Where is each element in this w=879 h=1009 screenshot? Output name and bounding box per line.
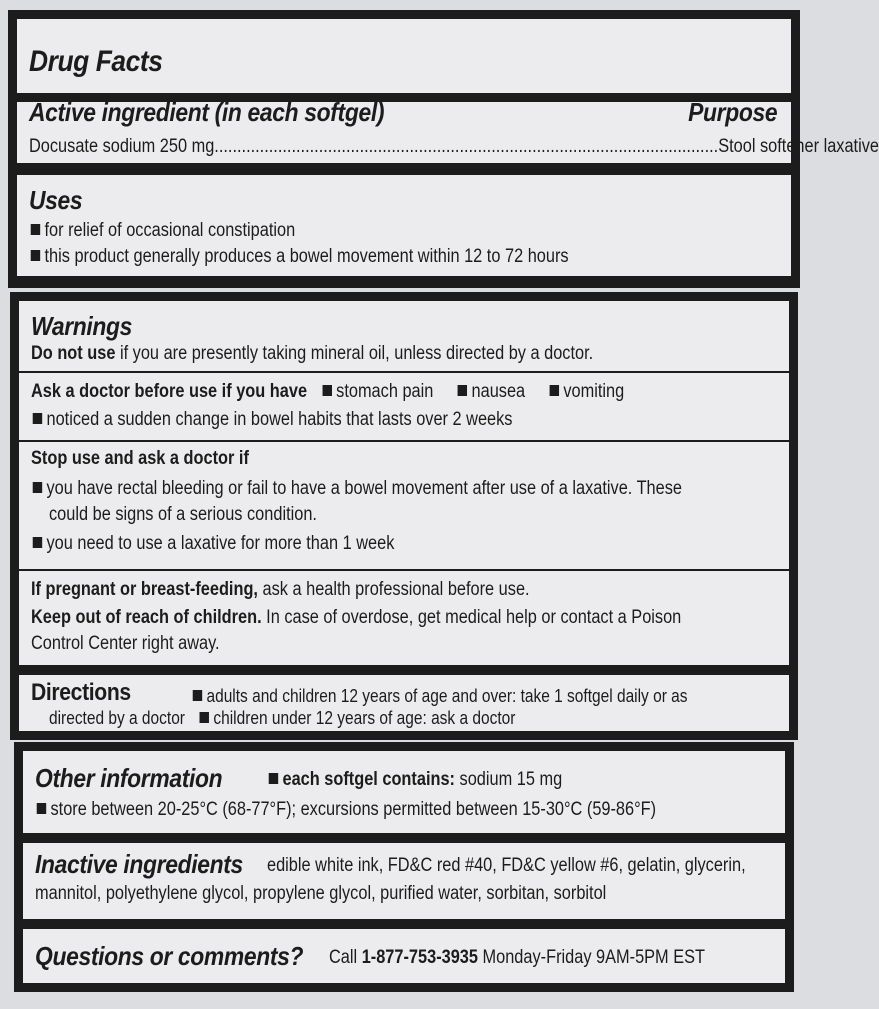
other-info-heading: Other information: [35, 763, 223, 793]
purpose-heading: Purpose: [687, 97, 777, 127]
purpose-header: [676, 99, 777, 126]
other-info-row: [35, 765, 248, 792]
divider: [19, 371, 789, 373]
inactive-heading: Inactive ingredients: [35, 849, 243, 879]
other-info-item: [267, 767, 562, 793]
keep-out-row: [31, 605, 681, 631]
ask-item: nausea: [471, 381, 526, 402]
divider: [23, 833, 785, 843]
drug-facts-panel-top: [8, 10, 879, 288]
bullet-icon: [200, 712, 209, 723]
uses-item-text: this product generally produces a bowel movement within 12 to 72 hours: [44, 246, 569, 267]
stop-use-item-cont: [49, 502, 317, 528]
keep-out-text: Control Center right away.: [31, 633, 220, 654]
bullet-icon: [193, 690, 202, 701]
bullet-icon: [269, 773, 278, 784]
directions-item-text: adults and children 12 years of age and over: take 1 softgel daily or as: [206, 686, 688, 706]
ask-doctor-label: Ask a doctor before use if you have: [31, 381, 308, 402]
questions-row: [35, 943, 340, 970]
ask-item: stomach pain: [336, 381, 434, 402]
active-ingredient-header: [29, 99, 779, 126]
warnings-heading-row: [31, 313, 146, 340]
directions-item-2: [49, 705, 515, 731]
stop-item-text: you have rectal bleeding or fail to have a bowel movement after use of a laxative. These: [46, 478, 682, 499]
stop-item-text: you need to use a laxative for more than 1 week: [46, 533, 395, 554]
ingredient-name: Docusate sodium 250 mg: [29, 136, 215, 157]
directions-heading: Directions: [31, 679, 131, 706]
inactive-row: [35, 851, 271, 878]
divider: [23, 919, 785, 929]
divider: [19, 440, 789, 442]
questions-heading: Questions or comments?: [35, 941, 304, 971]
uses-heading-row: [29, 187, 90, 214]
uses-item: [29, 218, 295, 244]
pregnant-label: If pregnant or breast-feeding,: [31, 579, 258, 600]
divider: [17, 163, 791, 175]
inactive-text: edible white ink, FD&C red #40, FD&C yellow #6, gelatin, glycerin,: [267, 855, 746, 876]
inactive-text: mannitol, polyethylene glycol, propylene glycol, purified water, sorbitan, sorbitol: [35, 883, 607, 904]
call-label: Call: [329, 947, 358, 968]
pregnant-text: ask a health professional before use.: [262, 579, 530, 600]
inactive-line-2: [35, 881, 606, 907]
leader-dots: ...............................................................................................................: [214, 136, 719, 157]
active-ingredient-heading: Active ingredient (in each softgel): [29, 97, 385, 127]
stop-use-label: Stop use and ask a doctor if: [31, 448, 249, 469]
ask-item: noticed a sudden change in bowel habits that lasts over 2 weeks: [46, 409, 513, 430]
drug-facts-panel-warnings: [10, 292, 798, 740]
do-not-use-text: if you are presently taking mineral oil, unless directed by a doctor.: [119, 343, 594, 364]
drug-facts-title-row: [29, 47, 181, 77]
divider: [19, 665, 789, 675]
bullet-icon: [322, 385, 331, 396]
keep-out-row-2: [31, 631, 220, 657]
directions-item-text: children under 12 years of age: ask a doctor: [213, 708, 516, 728]
do-not-use-row: [31, 341, 593, 367]
drug-facts-title: Drug Facts: [29, 45, 163, 78]
active-ingredient-row: [29, 134, 879, 160]
other-info-text: store between 20-25°C (68-77°F); excursions permitted between 15-30°C (59-86°F): [50, 799, 657, 820]
directions-heading-row: [31, 681, 144, 705]
ingredient-purpose: Stool softener laxative: [718, 136, 879, 157]
drug-facts-panel-bottom: [14, 742, 794, 992]
stop-item-text: could be signs of a serious condition.: [49, 504, 317, 525]
phone-number[interactable]: 1-877-753-3935: [361, 947, 478, 968]
bullet-icon: [458, 385, 467, 396]
ask-doctor-row: [31, 379, 624, 405]
hours-text: Monday-Friday 9AM-5PM EST: [482, 947, 705, 968]
stop-use-heading-row: [31, 446, 249, 472]
bullet-icon: [37, 803, 46, 814]
stop-use-item: [31, 531, 394, 557]
bullet-icon: [33, 537, 42, 548]
questions-contact: [329, 945, 705, 971]
ask-doctor-row-2: [31, 407, 512, 433]
uses-item: [29, 244, 569, 270]
keep-out-text: In case of overdose, get medical help or contact a Poison: [266, 607, 682, 628]
keep-out-label: Keep out of reach of children.: [31, 607, 262, 628]
uses-item-text: for relief of occasional constipation: [44, 220, 296, 241]
uses-heading: Uses: [29, 185, 83, 215]
inactive-line: [267, 853, 746, 879]
bullet-icon: [33, 413, 42, 424]
bullet-icon: [31, 250, 40, 261]
do-not-use-label: Do not use: [31, 343, 116, 364]
bullet-icon: [31, 224, 40, 235]
ask-item: vomiting: [563, 381, 625, 402]
divider: [19, 569, 789, 571]
bullet-icon: [33, 482, 42, 493]
other-info-item-2: [35, 797, 656, 823]
bullet-icon: [550, 385, 559, 396]
pregnant-row: [31, 577, 530, 603]
stop-use-item: [31, 476, 682, 502]
directions-item-text: directed by a doctor: [49, 708, 185, 728]
warnings-heading: Warnings: [31, 311, 133, 341]
other-info-text: sodium 15 mg: [459, 769, 563, 790]
other-info-label: each softgel contains:: [282, 769, 456, 790]
